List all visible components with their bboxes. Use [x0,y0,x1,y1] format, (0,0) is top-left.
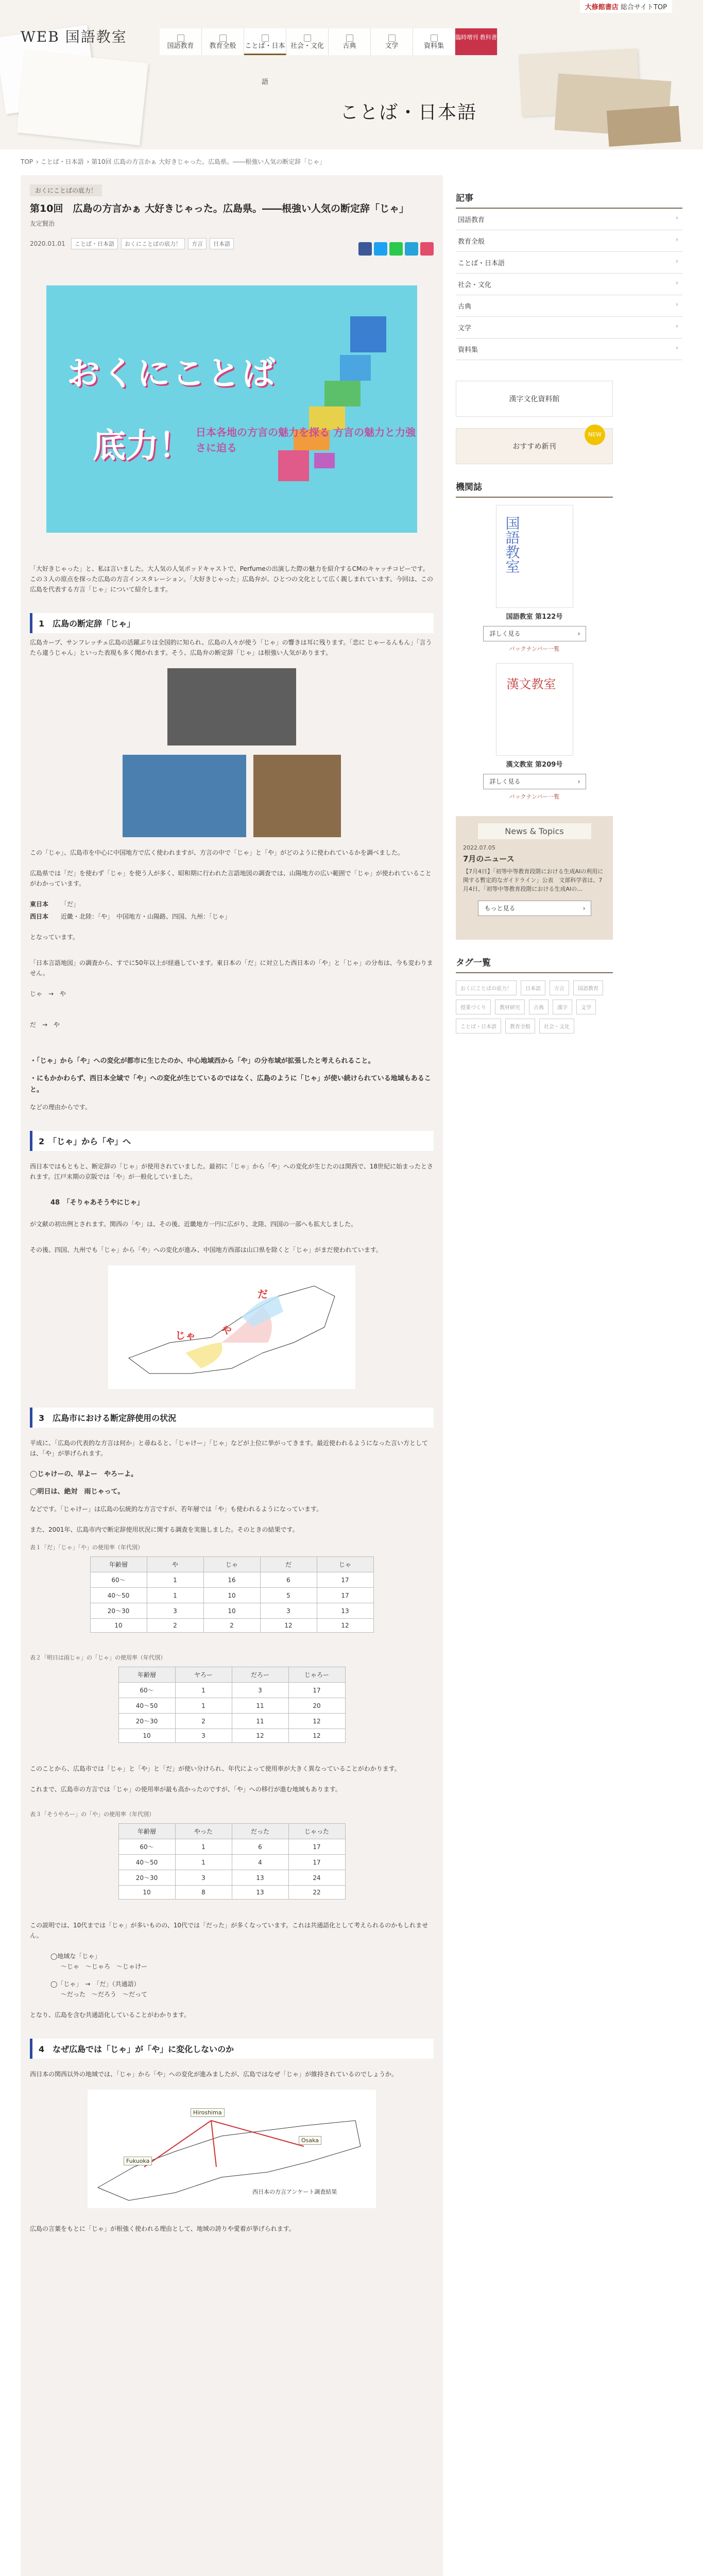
publisher-top-link[interactable]: 総合サイトTOP [620,4,667,11]
paragraph: このことから、広島市では「じゃ」と「や」と「だ」が使い分けられ、年代によって使用率が大きく異なっていることがわかります。 [30,1765,401,1772]
section-title: ことば・日本語 [340,102,477,123]
series-badge[interactable]: おくにことばの底力！ [30,184,102,196]
nav-label: 社会・文化 [290,42,324,50]
hero-title: おくにことば [67,355,277,393]
table-cell: 1 [175,1839,232,1855]
sidebar-heading: タグ一覧 [456,955,613,973]
tag[interactable]: 方言 [550,980,569,995]
table-cell: 10 [118,1886,175,1900]
nav-item[interactable] [244,28,286,86]
hatena-icon[interactable] [405,242,418,256]
table-cell: 16 [203,1572,260,1588]
category-icon [388,35,396,42]
sidebar-item[interactable]: 社会・文化 › [456,274,682,295]
dialect-list [30,899,434,922]
hero-subtitle: 日本各地の方言の魅力を探る 方言の魅力と力強さに迫る [196,426,416,454]
share-buttons [358,242,434,256]
table-row [118,1729,345,1743]
japan-map-illustration [278,316,391,486]
journal-detail-button[interactable]: 詳しく見る › [483,774,586,789]
paragraph: 西日本の関西以外の地域では、「じゃ」から「や」への変化が進みましたが、広島ではなぜ「じゃ」が維持されているのでしょうか。 [30,2071,398,2078]
table-cell: 12 [260,1619,317,1633]
dialect-region: 東日本 [30,901,49,908]
cover-title: 漢文教室 [506,677,556,691]
tag[interactable]: 古典 [529,999,548,1014]
journal-title: 漢文教室 第209号 [506,761,563,769]
table-cell: 11 [232,1698,288,1714]
backnumber-link[interactable]: バックナンバー一覧 [509,793,560,800]
table-row [118,1870,345,1886]
table-cell: 12 [288,1729,345,1743]
table-cell: 40～50 [118,1698,175,1714]
key-point: ・にもかかわらず、西日本全域で「や」への変化が生じているのではなく、広島のように「じゃ」が使い続けられている地域もあること。 [30,1075,431,1094]
dialect-region: 西日本 [30,913,49,920]
paragraph: 広島の言葉をもとに「じゃ」が根強く使われる理由として、地域の誇りや愛着が挙げられます。 [30,2225,295,2232]
banner-label: おすすめ新刊 [512,443,556,451]
table-cell: 20～30 [118,1870,175,1886]
news-box [456,816,613,940]
table-cell: 1 [147,1588,203,1603]
data-table [118,1667,346,1743]
pocket-icon[interactable] [420,242,434,256]
category-icon [304,35,311,42]
table-cell: 60～ [90,1572,147,1588]
table-cell: 20～30 [90,1603,147,1619]
news-more-button[interactable]: もっと見る › [478,901,591,916]
shop-photo [253,755,341,837]
sidebar-heading: 記事 [456,191,682,209]
column-header: 年齢層 [118,1824,175,1839]
breadcrumb-item[interactable]: ことば・日本語 [40,158,84,165]
column-header: だ [260,1557,317,1572]
nav-label: 古典 [342,42,356,50]
nav-label: ことば・日本語 [245,42,285,86]
example-sentence: ◯じゃけーの、早よー やろーよ。 [30,1470,138,1478]
column-header: 年齢層 [118,1667,175,1683]
table-row [90,1619,373,1633]
paragraph: 広島カープ、サンフレッチェ広島の活躍ぶりは全国的に知られ、広島の人々が使う「じゃ」の響きは耳に残ります。「恋に じゃーるんもん」「言うたら違うじゃん」といった表現も多く聞かれます。そう、広島弁の断定辞「じゃ」は根強い人気があります。 [30,639,432,656]
table-header-row [118,1667,345,1683]
backnumber-link[interactable]: バックナンバー一覧 [509,646,560,652]
paragraph: 平成に、「広島の代表的な方言は何か」と尋ねると、「じゃけー」「じゃ」などが上位に挙がってきます。最近使われるようになった言い方としては、「や」が挙げられます。 [30,1439,428,1457]
column-header: じゃった [288,1824,345,1839]
table-cell: 60～ [118,1839,175,1855]
hero-title: 底力！ [93,427,192,465]
intro-paragraph: 「大好きじゃった」と、私は言いました。大人気の人気ポッドキャストで、Perfumeの出演した際の魅力を紹介するCMのキャッチコピーです。この３人の原点を探った広島の方言インスタレーション。「大好きじゃった」広島弁が、ひとつの文化として広く親しまれています。今回は、この広島を代表する方言「じゃ」について紹介します。 [30,565,434,593]
map-caption: 西日本の方言アンケート調査結果 [252,2189,337,2195]
table-cell: 20 [288,1698,345,1714]
sidebar-heading: 機関誌 [456,480,613,498]
table-cell: 1 [175,1683,232,1698]
tag-list [71,238,234,249]
tag[interactable]: 社会・文化 [539,1019,574,1033]
twitter-icon[interactable] [374,242,387,256]
dialect-map-drawing [108,1265,355,1389]
publish-date: 2020.01.01 [30,240,65,247]
table-cell: 6 [232,1839,288,1855]
table-row [118,1683,345,1698]
table-row [118,1886,345,1900]
tag[interactable]: 教育全般 [505,1019,535,1033]
author[interactable]: 友定賢治 [30,220,55,227]
tag[interactable]: 国語教育 [573,980,603,995]
table-row [90,1588,373,1603]
paragraph: 「日本言語地図」の調査から、すでに50年以上が経過しています。東日本の「だ」に対立した西日本の「や」と「じゃ」の分布は、今も変わりません。 [30,959,433,977]
sidebar-item[interactable]: ことば・日本語 › [456,252,682,274]
table-cell: 60～ [118,1683,175,1698]
list-item: ◯「じゃ」 → 「だ」（共通語） [50,1980,140,1988]
sidebar-item[interactable]: 文学 › [456,317,682,338]
table-cell: 13 [317,1603,373,1619]
table-cell: 10 [203,1603,260,1619]
map-label: じゃ [175,1329,196,1342]
sidebar [456,191,682,1033]
table-cell: 1 [147,1572,203,1588]
map-label: Fukuoka [124,2157,152,2165]
column-header: ヤろー [175,1667,232,1683]
table-header-row [118,1824,345,1839]
data-table [118,1823,346,1900]
column-header: じゃ [317,1557,373,1572]
tag[interactable]: 教材研究 [495,999,525,1014]
journal-cover[interactable] [496,663,573,756]
table-cell: 13 [232,1886,288,1900]
column-header: じゃろー [288,1667,345,1683]
column-header: 年齢層 [90,1557,147,1572]
table-caption: 表１「だ」「じゃ」「や」の使用率（年代別） [30,1544,143,1551]
nav-label: 国語教育 [167,42,194,50]
newspaper-photo [167,668,296,745]
breadcrumb: TOP › ことば・日本語 › 第10回 広島の方言かぁ 大好きじゃった。広島県。――根強い人気の断定辞「じゃ」 [21,158,326,165]
paragraph: この「じゃ」、広島市を中心に中国地方で広く使われますが、方言の中で「じゃ」と「や」がどのように使われているかを調べました。 [30,849,404,856]
category-icon [262,35,269,42]
tag[interactable]: 方言 [188,238,207,249]
nav-item[interactable] [286,28,329,55]
list-item: ◯地域な「じゃ」 [50,1953,101,1960]
column-header: だった [232,1824,288,1839]
table-cell: 17 [288,1683,345,1698]
table-cell: 5 [260,1588,317,1603]
paragraph: この説明では、10代までは「じゃ」が多いものの、10代では「だった」が多くなっています。これは共通語化として考えられるのかもしれません。 [30,1922,428,1939]
map-label: だ [258,1288,268,1300]
new-badge: NEW [585,425,605,445]
table-cell: 10 [203,1588,260,1603]
table-cell: 10 [90,1619,147,1633]
table-row [118,1839,345,1855]
article-title: 第10回 広島の方言かぁ 大好きじゃった。広島県。――根強い人気の断定辞「じゃ」 [30,203,409,214]
news-date: 2022.07.05 [463,844,495,851]
map-label: Hiroshima [191,2108,225,2117]
table-cell: 4 [232,1855,288,1870]
tag[interactable]: 日本語 [210,238,234,249]
nav-item[interactable] [329,28,371,55]
table-cell: 17 [288,1855,345,1870]
table-cell: 3 [175,1870,232,1886]
table-cell: 24 [288,1870,345,1886]
comparison-list [50,1951,434,1999]
paragraph: などです。「じゃけー」は広島の伝統的な方言ですが、若年層では「や」も使われるようになっています。 [30,1505,323,1513]
table-cell: 12 [317,1619,373,1633]
map-label: や [221,1324,232,1336]
table-cell: 3 [260,1603,317,1619]
table-cell: 40～50 [118,1855,175,1870]
tag[interactable]: 文学 [576,999,596,1014]
table-cell: 13 [232,1870,288,1886]
table-cell: 2 [175,1714,232,1729]
category-list [456,209,682,360]
nav-item[interactable] [202,28,244,55]
poster-photo [123,755,246,837]
nav-item-red[interactable] [455,28,498,55]
cover-title: 国語教室 [503,516,521,573]
paragraph: となっています。 [30,934,79,941]
table-cell: 17 [288,1839,345,1855]
column-header: やった [175,1824,232,1839]
paragraph: 西日本ではもともと、断定辞の「じゃ」が使用されていました。最初に「じゃ」から「や」への変化が生じたのは関西で、18世紀に始まったとされます。江戸末期の京阪では「や」が一般化していました。 [30,1163,434,1180]
table-cell: 20～30 [118,1714,175,1729]
site-header [0,0,703,149]
publisher-name: 大修館書店 [585,4,619,11]
column-header: や [147,1557,203,1572]
table-cell: 2 [203,1619,260,1633]
paragraph: が文献の初出例とされます。関西の「や」は、その後、近畿地方一円に広がり、北陸、四国の一部へも拡大しました。 [30,1221,357,1228]
list-item-sub: ～だった ～だろう ～だって [61,1991,148,1998]
table-row [118,1855,345,1870]
table-row [90,1603,373,1619]
tag[interactable]: 授業づくり [456,999,491,1014]
table-caption: 表２「明日は雨じゃ」の「じゃ」の使用率（年代別） [30,1654,166,1661]
journal-cover[interactable] [496,505,573,608]
paragraph: また、2001年、広島市内で断定辞使用状況に関する調査を実施しました。そのときの結果です。 [30,1526,299,1533]
article [30,184,434,2234]
table-cell: 12 [232,1729,288,1743]
table-cell: 17 [317,1588,373,1603]
arrow-example: じゃ → や [30,990,66,997]
nav-label: 教育全般 [209,42,236,50]
breadcrumb-item: 第10回 広島の方言かぁ 大好きじゃった。広島県。――根強い人気の断定辞「じゃ」 [91,158,326,165]
table-row [118,1698,345,1714]
kanji-museum-banner[interactable] [456,381,613,417]
list-item-sub: ～じゃ ～じゃろ ～じゃけー [61,1963,148,1970]
nav-item[interactable] [371,28,413,55]
table-cell: 10 [118,1729,175,1743]
category-icon [219,35,227,42]
journal-item [456,663,613,801]
key-point: ・「じゃ」から「や」への変化が都市に生じたのか、中心地域西から「や」の分布域が拡張したと考えられること。 [30,1057,375,1065]
photo-group [30,755,434,837]
new-books-banner[interactable] [456,428,613,464]
journal-title: 国語教室 第122号 [506,613,563,621]
tag[interactable]: おくにことばの底力！ [121,238,185,249]
news-heading: News & Topics [478,823,591,839]
survey-map [88,2090,376,2208]
table-cell: 3 [175,1729,232,1743]
nav-item[interactable] [160,28,202,55]
paragraph: これまで、広島市の方言では「じゃ」の使用率が最も高かったのですが、「や」への移行が進む地域もあります。 [30,1786,341,1793]
site-logo[interactable]: WEB 国語教室 [21,28,127,45]
tag[interactable]: 漢字 [553,999,572,1014]
section-heading: 3 広島市における断定辞使用の状況 [30,1408,434,1428]
table-cell: 8 [175,1886,232,1900]
table-cell: 11 [232,1714,288,1729]
paragraph: その後、四国、九州でも「じゃ」から「や」への変化が進み、中国地方西部は山口県を除くと「じゃ」がまだ使われています。 [30,1246,382,1253]
nav-label: 臨時増刊 教科書 [455,34,497,41]
table-cell: 3 [147,1603,203,1619]
table-cell: 1 [175,1855,232,1870]
sidebar-item[interactable]: 資料集 › [456,338,682,360]
hero-image [46,285,417,533]
table-row [90,1572,373,1588]
tag[interactable]: ことば・日本語 [456,1019,501,1033]
quote-example: 48 「そりゃあそうやにじゃ」 [50,1199,144,1207]
article-panel [21,175,443,2576]
table-cell: 40～50 [90,1588,147,1603]
table-cell: 1 [175,1698,232,1714]
table-caption: 表３「そうやろー」の「や」の使用率（年代別） [30,1811,155,1818]
table-cell: 22 [288,1886,345,1900]
line-icon[interactable] [389,242,403,256]
table-row [118,1714,345,1729]
paragraph: などの理由からです。 [30,1104,91,1111]
journal-item [456,505,613,653]
paragraph: 広島県では「だ」を使わず「じゃ」を使う人が多く、昭和期に行われた言語地図の調査では、山陽地方の広い範囲で「じゃ」が使われていることがわかっています。 [30,870,432,887]
dialect-form: 「だ」 [61,901,80,908]
decorative-paper [16,50,148,145]
table-header-row [90,1557,373,1572]
journal-detail-button[interactable]: 詳しく見る › [483,626,586,641]
photo-group [30,668,434,748]
nav-label: 文学 [385,42,399,50]
nav-label: 資料集 [423,42,444,50]
publisher-link[interactable] [580,0,672,13]
tag-cloud [456,980,613,1033]
main-nav [160,28,498,86]
map-label: Osaka [299,2136,321,2145]
tag[interactable]: おくにことばの底力！ [456,980,517,995]
table-cell: 6 [260,1572,317,1588]
table-cell: 2 [147,1619,203,1633]
table-cell: 17 [317,1572,373,1588]
breadcrumb-item[interactable]: TOP [21,158,33,165]
sidebar-item[interactable]: 国語教育 › [456,209,682,230]
section-heading: 4 なぜ広島では「じゃ」が「や」に変化しないのか [30,2039,434,2059]
banner-label: 漢字文化資料館 [509,395,560,403]
news-body: 【7月4日】「初等中等教育段階における生成AIの利用に関する暫定的なガイドライン」公表 文部科学省は、7月4日、「初等中等教育段階における生成AIの… [463,868,604,892]
sidebar-item[interactable]: 古典 › [456,295,682,317]
dialect-form: 近畿・北陸：「や」 中国地方・山陽路、四国、九州：「じゃ」 [61,913,231,920]
table-cell: 12 [288,1714,345,1729]
example-sentence: ◯明日は、絶対 雨じゃって。 [30,1488,125,1496]
category-icon [346,35,353,42]
sidebar-item[interactable]: 教育全般 › [456,230,682,252]
news-title[interactable]: 7月のニュース [463,854,515,863]
tag[interactable]: ことば・日本語 [71,238,118,249]
paragraph: となり、広島を含む共通語化していることがわかります。 [30,2011,191,2019]
column-header: だろー [232,1667,288,1683]
section-heading: 2 「じゃ」から「や」へ [30,1131,434,1151]
category-icon [177,35,184,42]
table-cell: 3 [232,1683,288,1698]
decorative-book [607,106,681,147]
section-heading: 1 広島の断定辞「じゃ」 [30,613,434,633]
column-header: じゃ [203,1557,260,1572]
arrow-example: だ → や [30,1021,60,1028]
tag[interactable]: 日本語 [521,980,545,995]
dialect-map [108,1265,355,1389]
category-icon [431,35,438,42]
facebook-icon[interactable] [358,242,372,256]
data-table [90,1556,374,1633]
nav-item[interactable] [413,28,455,55]
